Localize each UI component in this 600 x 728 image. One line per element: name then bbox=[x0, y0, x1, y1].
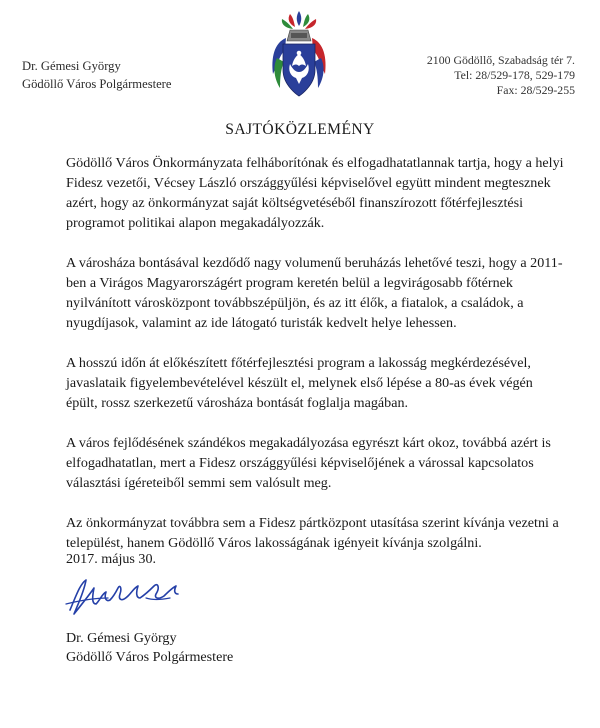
paragraph: Az önkormányzat továbbra sem a Fidesz pártközpont utasítása szerint kívánja vezetni a települést, hanem Gödöllő Város lakosságának igényeit kívánja szolgálni. bbox=[66, 515, 559, 551]
crest-plume bbox=[282, 11, 316, 29]
paragraph: A hosszú időn át előkészített főtérfejlesztési program a lakosság megkérdezésével, javaslataik figyelembevételével készült el, melynek első lépése a 80-as évek végén épült, rossz szerkezetű városháza bontását foglalja magában. bbox=[66, 355, 533, 411]
signer-name: Dr. Gémesi György bbox=[66, 630, 177, 646]
letterhead-address: 2100 Gödöllő, Szabadság tér 7. bbox=[426, 53, 575, 67]
document-date: 2017. május 30. bbox=[66, 551, 157, 567]
paragraph: Gödöllő Város Önkormányzata felháborítónak és elfogadhatatlannak tartja, hogy a helyi Fidesz vezetői, Vécsey László országgyűlési képviselővel együtt mindent megtesznek azért, hogy az önkormányzat saját költségvetéséből finanszírozott főtérfejlesztési programot politikai alapon megakadályozzák. bbox=[66, 155, 564, 231]
paragraph: A városháza bontásával kezdődő nagy volumenű beruházás lehetővé teszi, hogy a 2011-ben a Virágos Magyarországért program keretén belül a legvirágosabb főtérnek nyilvánított városközpont továbbszépüljön, és az itt élők, a fiatalok, a családok, a nyugdíjasok, valamint az ide látogató turisták kedvelt helye lehessen. bbox=[66, 255, 563, 331]
handwritten-signature bbox=[62, 574, 192, 620]
letterhead-position: Gödöllő Város Polgármestere bbox=[22, 77, 172, 91]
press-release-body bbox=[66, 153, 566, 573]
letterhead-tel: Tel: 28/529-178, 529-179 bbox=[454, 68, 575, 82]
signer-block bbox=[66, 629, 233, 667]
letterhead-fax: Fax: 28/529-255 bbox=[496, 83, 575, 97]
city-coat-of-arms-icon bbox=[266, 8, 332, 106]
document-title: SAJTÓKÖZLEMÉNY bbox=[225, 121, 375, 138]
letterhead-name: Dr. Gémesi György bbox=[22, 59, 121, 73]
signer-title: Gödöllő Város Polgármestere bbox=[66, 649, 234, 665]
paragraph: A város fejlődésének szándékos megakadályozása egyrészt kárt okoz, továbbá azért is elfogadhatatlan, mert a Fidesz országgyűlési képviselőjének a várossal kapcsolatos választási ígéreteiből semmi sem valósult meg. bbox=[66, 435, 551, 491]
letterhead-contact bbox=[375, 53, 575, 98]
letterhead-sender bbox=[22, 57, 242, 93]
